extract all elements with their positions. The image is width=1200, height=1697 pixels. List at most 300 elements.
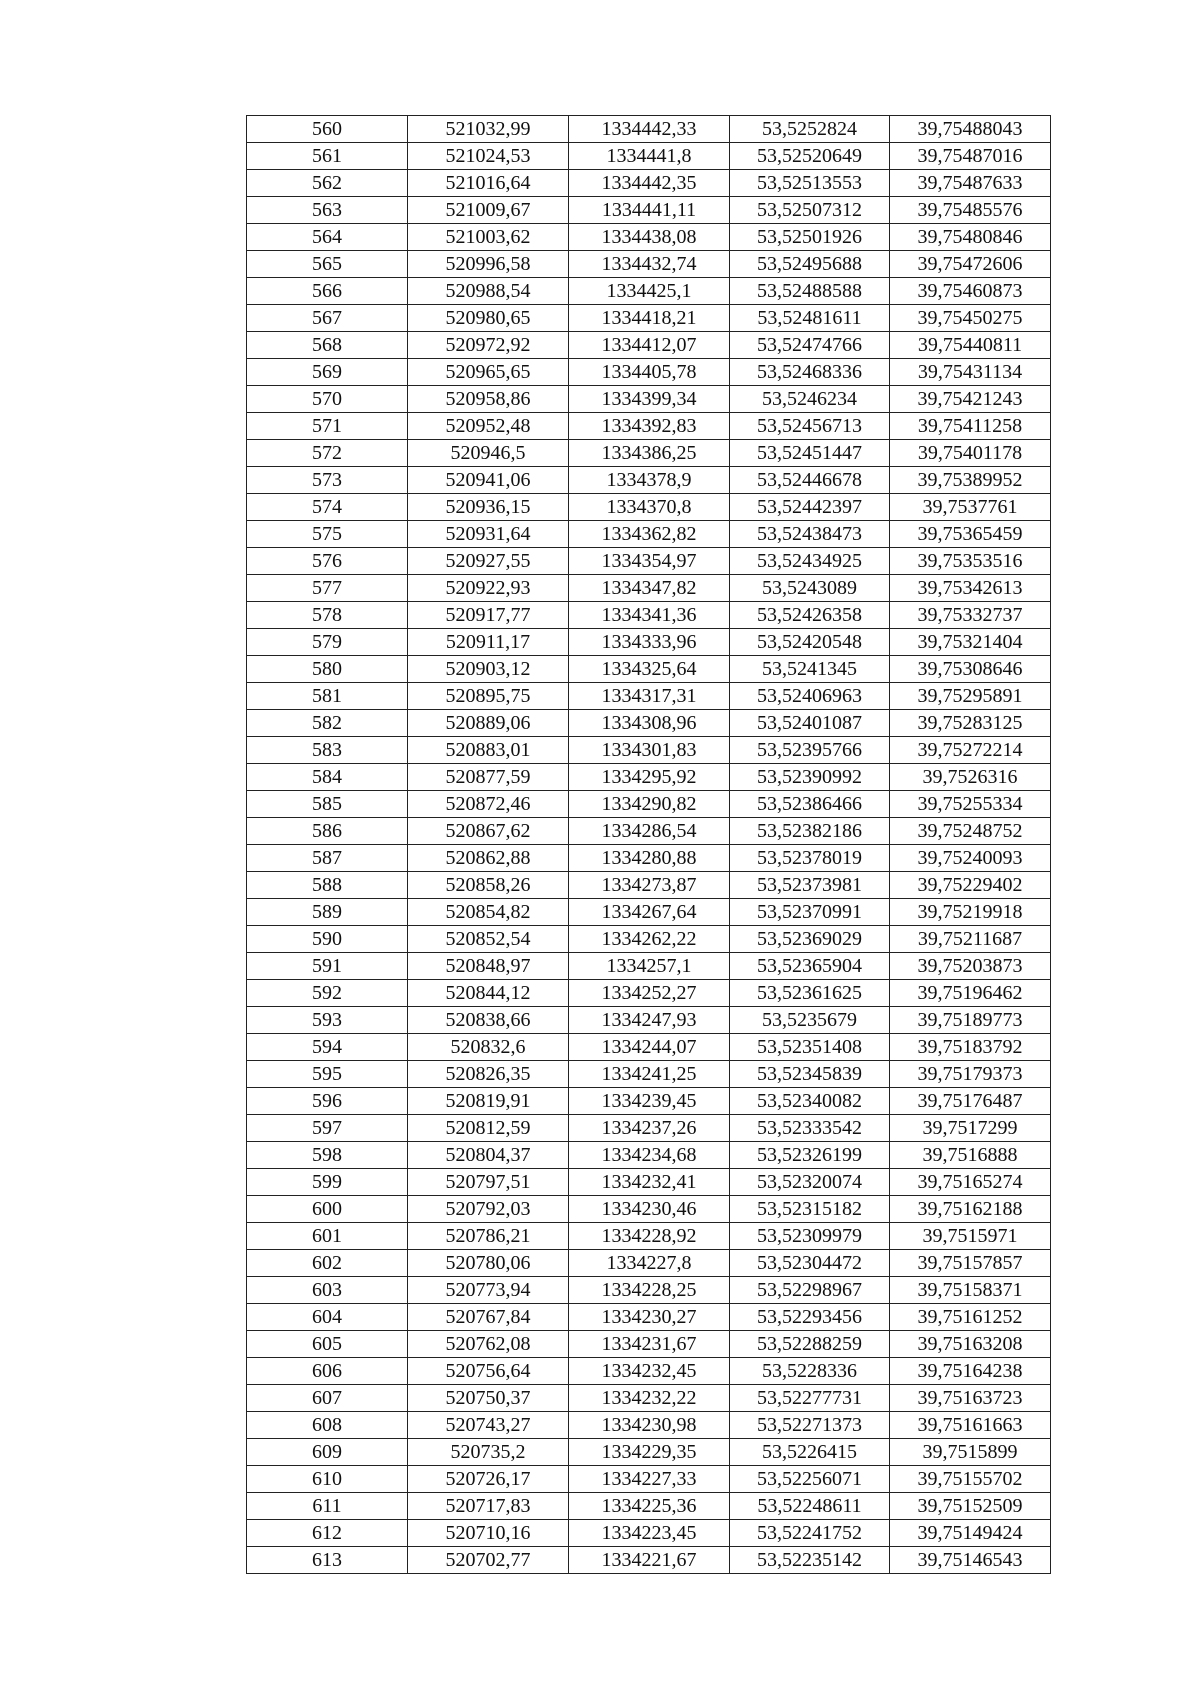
point-number-cell: 606 [247, 1358, 408, 1385]
x-coordinate-cell: 520980,65 [408, 305, 569, 332]
x-coordinate-cell: 520854,82 [408, 899, 569, 926]
y-coordinate-cell: 1334441,11 [569, 197, 730, 224]
table-row [247, 845, 1051, 872]
x-coordinate-cell: 520941,06 [408, 467, 569, 494]
x-coordinate-cell: 521009,67 [408, 197, 569, 224]
y-coordinate-cell: 1334370,8 [569, 494, 730, 521]
table-row [247, 1547, 1051, 1574]
y-coordinate-cell: 1334438,08 [569, 224, 730, 251]
latitude-cell: 53,52442397 [730, 494, 890, 521]
y-coordinate-cell: 1334341,36 [569, 602, 730, 629]
latitude-cell: 53,52309979 [730, 1223, 890, 1250]
point-number-cell: 579 [247, 629, 408, 656]
point-number-cell: 593 [247, 1007, 408, 1034]
x-coordinate-cell: 520858,26 [408, 872, 569, 899]
latitude-cell: 53,52395766 [730, 737, 890, 764]
y-coordinate-cell: 1334432,74 [569, 251, 730, 278]
x-coordinate-cell: 520750,37 [408, 1385, 569, 1412]
x-coordinate-cell: 520965,65 [408, 359, 569, 386]
latitude-cell: 53,52351408 [730, 1034, 890, 1061]
point-number-cell: 561 [247, 143, 408, 170]
point-number-cell: 599 [247, 1169, 408, 1196]
x-coordinate-cell: 520702,77 [408, 1547, 569, 1574]
x-coordinate-cell: 520872,46 [408, 791, 569, 818]
longitude-cell: 39,7516888 [890, 1142, 1051, 1169]
y-coordinate-cell: 1334442,35 [569, 170, 730, 197]
latitude-cell: 53,52370991 [730, 899, 890, 926]
x-coordinate-cell: 520844,12 [408, 980, 569, 1007]
point-number-cell: 566 [247, 278, 408, 305]
latitude-cell: 53,52456713 [730, 413, 890, 440]
table-row [247, 818, 1051, 845]
x-coordinate-cell: 520895,75 [408, 683, 569, 710]
latitude-cell: 53,5226415 [730, 1439, 890, 1466]
x-coordinate-cell: 520996,58 [408, 251, 569, 278]
point-number-cell: 584 [247, 764, 408, 791]
latitude-cell: 53,52241752 [730, 1520, 890, 1547]
coordinates-table-body [247, 116, 1051, 1574]
point-number-cell: 612 [247, 1520, 408, 1547]
longitude-cell: 39,75421243 [890, 386, 1051, 413]
longitude-cell: 39,75431134 [890, 359, 1051, 386]
latitude-cell: 53,52426358 [730, 602, 890, 629]
longitude-cell: 39,75487633 [890, 170, 1051, 197]
x-coordinate-cell: 520852,54 [408, 926, 569, 953]
x-coordinate-cell: 520946,5 [408, 440, 569, 467]
y-coordinate-cell: 1334267,64 [569, 899, 730, 926]
longitude-cell: 39,75163208 [890, 1331, 1051, 1358]
x-coordinate-cell: 520804,37 [408, 1142, 569, 1169]
table-row [247, 1088, 1051, 1115]
y-coordinate-cell: 1334232,45 [569, 1358, 730, 1385]
latitude-cell: 53,52304472 [730, 1250, 890, 1277]
longitude-cell: 39,75189773 [890, 1007, 1051, 1034]
longitude-cell: 39,7515899 [890, 1439, 1051, 1466]
x-coordinate-cell: 521032,99 [408, 116, 569, 143]
y-coordinate-cell: 1334223,45 [569, 1520, 730, 1547]
y-coordinate-cell: 1334234,68 [569, 1142, 730, 1169]
point-number-cell: 604 [247, 1304, 408, 1331]
x-coordinate-cell: 520717,83 [408, 1493, 569, 1520]
longitude-cell: 39,75472606 [890, 251, 1051, 278]
table-row [247, 683, 1051, 710]
latitude-cell: 53,52333542 [730, 1115, 890, 1142]
table-row [247, 629, 1051, 656]
y-coordinate-cell: 1334230,98 [569, 1412, 730, 1439]
y-coordinate-cell: 1334247,93 [569, 1007, 730, 1034]
longitude-cell: 39,75411258 [890, 413, 1051, 440]
longitude-cell: 39,75389952 [890, 467, 1051, 494]
longitude-cell: 39,75248752 [890, 818, 1051, 845]
table-row [247, 1142, 1051, 1169]
longitude-cell: 39,75401178 [890, 440, 1051, 467]
longitude-cell: 39,75480846 [890, 224, 1051, 251]
latitude-cell: 53,52481611 [730, 305, 890, 332]
point-number-cell: 583 [247, 737, 408, 764]
point-number-cell: 573 [247, 467, 408, 494]
y-coordinate-cell: 1334399,34 [569, 386, 730, 413]
table-row [247, 440, 1051, 467]
table-row [247, 386, 1051, 413]
x-coordinate-cell: 520952,48 [408, 413, 569, 440]
point-number-cell: 598 [247, 1142, 408, 1169]
y-coordinate-cell: 1334252,27 [569, 980, 730, 1007]
y-coordinate-cell: 1334225,36 [569, 1493, 730, 1520]
point-number-cell: 608 [247, 1412, 408, 1439]
point-number-cell: 560 [247, 116, 408, 143]
longitude-cell: 39,75353516 [890, 548, 1051, 575]
x-coordinate-cell: 520726,17 [408, 1466, 569, 1493]
x-coordinate-cell: 520838,66 [408, 1007, 569, 1034]
table-row [247, 143, 1051, 170]
x-coordinate-cell: 520931,64 [408, 521, 569, 548]
latitude-cell: 53,52474766 [730, 332, 890, 359]
point-number-cell: 611 [247, 1493, 408, 1520]
x-coordinate-cell: 520862,88 [408, 845, 569, 872]
table-row [247, 305, 1051, 332]
x-coordinate-cell: 520786,21 [408, 1223, 569, 1250]
latitude-cell: 53,52320074 [730, 1169, 890, 1196]
y-coordinate-cell: 1334229,35 [569, 1439, 730, 1466]
x-coordinate-cell: 520911,17 [408, 629, 569, 656]
longitude-cell: 39,75487016 [890, 143, 1051, 170]
x-coordinate-cell: 520780,06 [408, 1250, 569, 1277]
latitude-cell: 53,52293456 [730, 1304, 890, 1331]
x-coordinate-cell: 520773,94 [408, 1277, 569, 1304]
table-row [247, 1304, 1051, 1331]
table-row [247, 251, 1051, 278]
longitude-cell: 39,75211687 [890, 926, 1051, 953]
table-row [247, 1034, 1051, 1061]
y-coordinate-cell: 1334418,21 [569, 305, 730, 332]
longitude-cell: 39,75163723 [890, 1385, 1051, 1412]
y-coordinate-cell: 1334386,25 [569, 440, 730, 467]
point-number-cell: 587 [247, 845, 408, 872]
y-coordinate-cell: 1334425,1 [569, 278, 730, 305]
latitude-cell: 53,52468336 [730, 359, 890, 386]
table-row [247, 1007, 1051, 1034]
point-number-cell: 580 [247, 656, 408, 683]
longitude-cell: 39,75196462 [890, 980, 1051, 1007]
latitude-cell: 53,52271373 [730, 1412, 890, 1439]
y-coordinate-cell: 1334239,45 [569, 1088, 730, 1115]
longitude-cell: 39,75179373 [890, 1061, 1051, 1088]
y-coordinate-cell: 1334378,9 [569, 467, 730, 494]
longitude-cell: 39,75450275 [890, 305, 1051, 332]
point-number-cell: 609 [247, 1439, 408, 1466]
latitude-cell: 53,52507312 [730, 197, 890, 224]
table-row [247, 494, 1051, 521]
table-row [247, 1520, 1051, 1547]
x-coordinate-cell: 520972,92 [408, 332, 569, 359]
latitude-cell: 53,52434925 [730, 548, 890, 575]
longitude-cell: 39,75365459 [890, 521, 1051, 548]
y-coordinate-cell: 1334231,67 [569, 1331, 730, 1358]
longitude-cell: 39,7537761 [890, 494, 1051, 521]
longitude-cell: 39,75161663 [890, 1412, 1051, 1439]
y-coordinate-cell: 1334392,83 [569, 413, 730, 440]
y-coordinate-cell: 1334228,25 [569, 1277, 730, 1304]
y-coordinate-cell: 1334227,33 [569, 1466, 730, 1493]
longitude-cell: 39,75342613 [890, 575, 1051, 602]
point-number-cell: 602 [247, 1250, 408, 1277]
latitude-cell: 53,5241345 [730, 656, 890, 683]
latitude-cell: 53,52298967 [730, 1277, 890, 1304]
table-row [247, 1169, 1051, 1196]
longitude-cell: 39,75488043 [890, 116, 1051, 143]
latitude-cell: 53,52361625 [730, 980, 890, 1007]
x-coordinate-cell: 520832,6 [408, 1034, 569, 1061]
x-coordinate-cell: 520767,84 [408, 1304, 569, 1331]
point-number-cell: 568 [247, 332, 408, 359]
x-coordinate-cell: 520988,54 [408, 278, 569, 305]
table-row [247, 1061, 1051, 1088]
longitude-cell: 39,75321404 [890, 629, 1051, 656]
longitude-cell: 39,75485576 [890, 197, 1051, 224]
table-row [247, 980, 1051, 1007]
x-coordinate-cell: 520883,01 [408, 737, 569, 764]
y-coordinate-cell: 1334228,92 [569, 1223, 730, 1250]
latitude-cell: 53,52501926 [730, 224, 890, 251]
x-coordinate-cell: 520848,97 [408, 953, 569, 980]
y-coordinate-cell: 1334262,22 [569, 926, 730, 953]
latitude-cell: 53,52326199 [730, 1142, 890, 1169]
latitude-cell: 53,5252824 [730, 116, 890, 143]
x-coordinate-cell: 520922,93 [408, 575, 569, 602]
table-row [247, 467, 1051, 494]
point-number-cell: 575 [247, 521, 408, 548]
y-coordinate-cell: 1334295,92 [569, 764, 730, 791]
longitude-cell: 39,75149424 [890, 1520, 1051, 1547]
point-number-cell: 569 [247, 359, 408, 386]
x-coordinate-cell: 520756,64 [408, 1358, 569, 1385]
longitude-cell: 39,75158371 [890, 1277, 1051, 1304]
point-number-cell: 581 [247, 683, 408, 710]
latitude-cell: 53,52406963 [730, 683, 890, 710]
table-row [247, 926, 1051, 953]
x-coordinate-cell: 520936,15 [408, 494, 569, 521]
table-row [247, 791, 1051, 818]
y-coordinate-cell: 1334354,97 [569, 548, 730, 575]
point-number-cell: 588 [247, 872, 408, 899]
point-number-cell: 595 [247, 1061, 408, 1088]
x-coordinate-cell: 521003,62 [408, 224, 569, 251]
table-row [247, 224, 1051, 251]
point-number-cell: 571 [247, 413, 408, 440]
latitude-cell: 53,52386466 [730, 791, 890, 818]
longitude-cell: 39,75165274 [890, 1169, 1051, 1196]
latitude-cell: 53,52288259 [730, 1331, 890, 1358]
y-coordinate-cell: 1334286,54 [569, 818, 730, 845]
longitude-cell: 39,75219918 [890, 899, 1051, 926]
latitude-cell: 53,52390992 [730, 764, 890, 791]
longitude-cell: 39,75176487 [890, 1088, 1051, 1115]
point-number-cell: 563 [247, 197, 408, 224]
latitude-cell: 53,52235142 [730, 1547, 890, 1574]
latitude-cell: 53,52340082 [730, 1088, 890, 1115]
longitude-cell: 39,75272214 [890, 737, 1051, 764]
table-row [247, 548, 1051, 575]
table-row [247, 575, 1051, 602]
y-coordinate-cell: 1334244,07 [569, 1034, 730, 1061]
longitude-cell: 39,75460873 [890, 278, 1051, 305]
longitude-cell: 39,75157857 [890, 1250, 1051, 1277]
latitude-cell: 53,5235679 [730, 1007, 890, 1034]
latitude-cell: 53,5243089 [730, 575, 890, 602]
table-row [247, 1277, 1051, 1304]
longitude-cell: 39,75332737 [890, 602, 1051, 629]
y-coordinate-cell: 1334230,27 [569, 1304, 730, 1331]
table-row [247, 737, 1051, 764]
point-number-cell: 572 [247, 440, 408, 467]
x-coordinate-cell: 520867,62 [408, 818, 569, 845]
latitude-cell: 53,5246234 [730, 386, 890, 413]
x-coordinate-cell: 520762,08 [408, 1331, 569, 1358]
y-coordinate-cell: 1334230,46 [569, 1196, 730, 1223]
table-row [247, 1466, 1051, 1493]
longitude-cell: 39,7517299 [890, 1115, 1051, 1142]
latitude-cell: 53,52315182 [730, 1196, 890, 1223]
y-coordinate-cell: 1334280,88 [569, 845, 730, 872]
point-number-cell: 607 [247, 1385, 408, 1412]
longitude-cell: 39,7526316 [890, 764, 1051, 791]
latitude-cell: 53,52373981 [730, 872, 890, 899]
coordinates-table [246, 115, 1051, 1574]
point-number-cell: 578 [247, 602, 408, 629]
longitude-cell: 39,75152509 [890, 1493, 1051, 1520]
x-coordinate-cell: 520735,2 [408, 1439, 569, 1466]
latitude-cell: 53,52438473 [730, 521, 890, 548]
y-coordinate-cell: 1334227,8 [569, 1250, 730, 1277]
y-coordinate-cell: 1334290,82 [569, 791, 730, 818]
longitude-cell: 39,75203873 [890, 953, 1051, 980]
point-number-cell: 586 [247, 818, 408, 845]
y-coordinate-cell: 1334441,8 [569, 143, 730, 170]
latitude-cell: 53,5228336 [730, 1358, 890, 1385]
table-row [247, 1331, 1051, 1358]
table-row [247, 872, 1051, 899]
longitude-cell: 39,75161252 [890, 1304, 1051, 1331]
point-number-cell: 601 [247, 1223, 408, 1250]
y-coordinate-cell: 1334232,41 [569, 1169, 730, 1196]
longitude-cell: 39,75162188 [890, 1196, 1051, 1223]
point-number-cell: 589 [247, 899, 408, 926]
y-coordinate-cell: 1334347,82 [569, 575, 730, 602]
y-coordinate-cell: 1334412,07 [569, 332, 730, 359]
longitude-cell: 39,75440811 [890, 332, 1051, 359]
table-row [247, 602, 1051, 629]
table-row [247, 1250, 1051, 1277]
y-coordinate-cell: 1334232,22 [569, 1385, 730, 1412]
table-row [247, 1358, 1051, 1385]
x-coordinate-cell: 520927,55 [408, 548, 569, 575]
x-coordinate-cell: 520812,59 [408, 1115, 569, 1142]
latitude-cell: 53,52451447 [730, 440, 890, 467]
point-number-cell: 574 [247, 494, 408, 521]
point-number-cell: 562 [247, 170, 408, 197]
point-number-cell: 613 [247, 1547, 408, 1574]
longitude-cell: 39,75283125 [890, 710, 1051, 737]
point-number-cell: 582 [247, 710, 408, 737]
latitude-cell: 53,52345839 [730, 1061, 890, 1088]
x-coordinate-cell: 520826,35 [408, 1061, 569, 1088]
y-coordinate-cell: 1334362,82 [569, 521, 730, 548]
point-number-cell: 585 [247, 791, 408, 818]
table-row [247, 710, 1051, 737]
x-coordinate-cell: 520877,59 [408, 764, 569, 791]
table-row [247, 521, 1051, 548]
x-coordinate-cell: 521016,64 [408, 170, 569, 197]
x-coordinate-cell: 520710,16 [408, 1520, 569, 1547]
y-coordinate-cell: 1334301,83 [569, 737, 730, 764]
y-coordinate-cell: 1334325,64 [569, 656, 730, 683]
point-number-cell: 590 [247, 926, 408, 953]
point-number-cell: 600 [247, 1196, 408, 1223]
table-row [247, 332, 1051, 359]
latitude-cell: 53,52382186 [730, 818, 890, 845]
y-coordinate-cell: 1334442,33 [569, 116, 730, 143]
table-row [247, 1493, 1051, 1520]
y-coordinate-cell: 1334221,67 [569, 1547, 730, 1574]
longitude-cell: 39,75308646 [890, 656, 1051, 683]
x-coordinate-cell: 520889,06 [408, 710, 569, 737]
point-number-cell: 610 [247, 1466, 408, 1493]
latitude-cell: 53,52513553 [730, 170, 890, 197]
point-number-cell: 570 [247, 386, 408, 413]
latitude-cell: 53,52420548 [730, 629, 890, 656]
table-row [247, 1115, 1051, 1142]
latitude-cell: 53,52495688 [730, 251, 890, 278]
y-coordinate-cell: 1334237,26 [569, 1115, 730, 1142]
point-number-cell: 576 [247, 548, 408, 575]
point-number-cell: 564 [247, 224, 408, 251]
x-coordinate-cell: 520743,27 [408, 1412, 569, 1439]
longitude-cell: 39,75229402 [890, 872, 1051, 899]
point-number-cell: 597 [247, 1115, 408, 1142]
table-row [247, 1223, 1051, 1250]
y-coordinate-cell: 1334241,25 [569, 1061, 730, 1088]
x-coordinate-cell: 520903,12 [408, 656, 569, 683]
x-coordinate-cell: 520958,86 [408, 386, 569, 413]
table-row [247, 170, 1051, 197]
table-row [247, 953, 1051, 980]
table-row [247, 899, 1051, 926]
table-row [247, 197, 1051, 224]
y-coordinate-cell: 1334257,1 [569, 953, 730, 980]
longitude-cell: 39,75295891 [890, 683, 1051, 710]
y-coordinate-cell: 1334308,96 [569, 710, 730, 737]
x-coordinate-cell: 520819,91 [408, 1088, 569, 1115]
y-coordinate-cell: 1334333,96 [569, 629, 730, 656]
latitude-cell: 53,52248611 [730, 1493, 890, 1520]
latitude-cell: 53,52277731 [730, 1385, 890, 1412]
latitude-cell: 53,52365904 [730, 953, 890, 980]
x-coordinate-cell: 521024,53 [408, 143, 569, 170]
latitude-cell: 53,52446678 [730, 467, 890, 494]
x-coordinate-cell: 520917,77 [408, 602, 569, 629]
latitude-cell: 53,52378019 [730, 845, 890, 872]
x-coordinate-cell: 520792,03 [408, 1196, 569, 1223]
point-number-cell: 596 [247, 1088, 408, 1115]
point-number-cell: 605 [247, 1331, 408, 1358]
table-row [247, 764, 1051, 791]
latitude-cell: 53,52520649 [730, 143, 890, 170]
latitude-cell: 53,52401087 [730, 710, 890, 737]
longitude-cell: 39,75164238 [890, 1358, 1051, 1385]
longitude-cell: 39,75255334 [890, 791, 1051, 818]
longitude-cell: 39,75183792 [890, 1034, 1051, 1061]
table-row [247, 278, 1051, 305]
